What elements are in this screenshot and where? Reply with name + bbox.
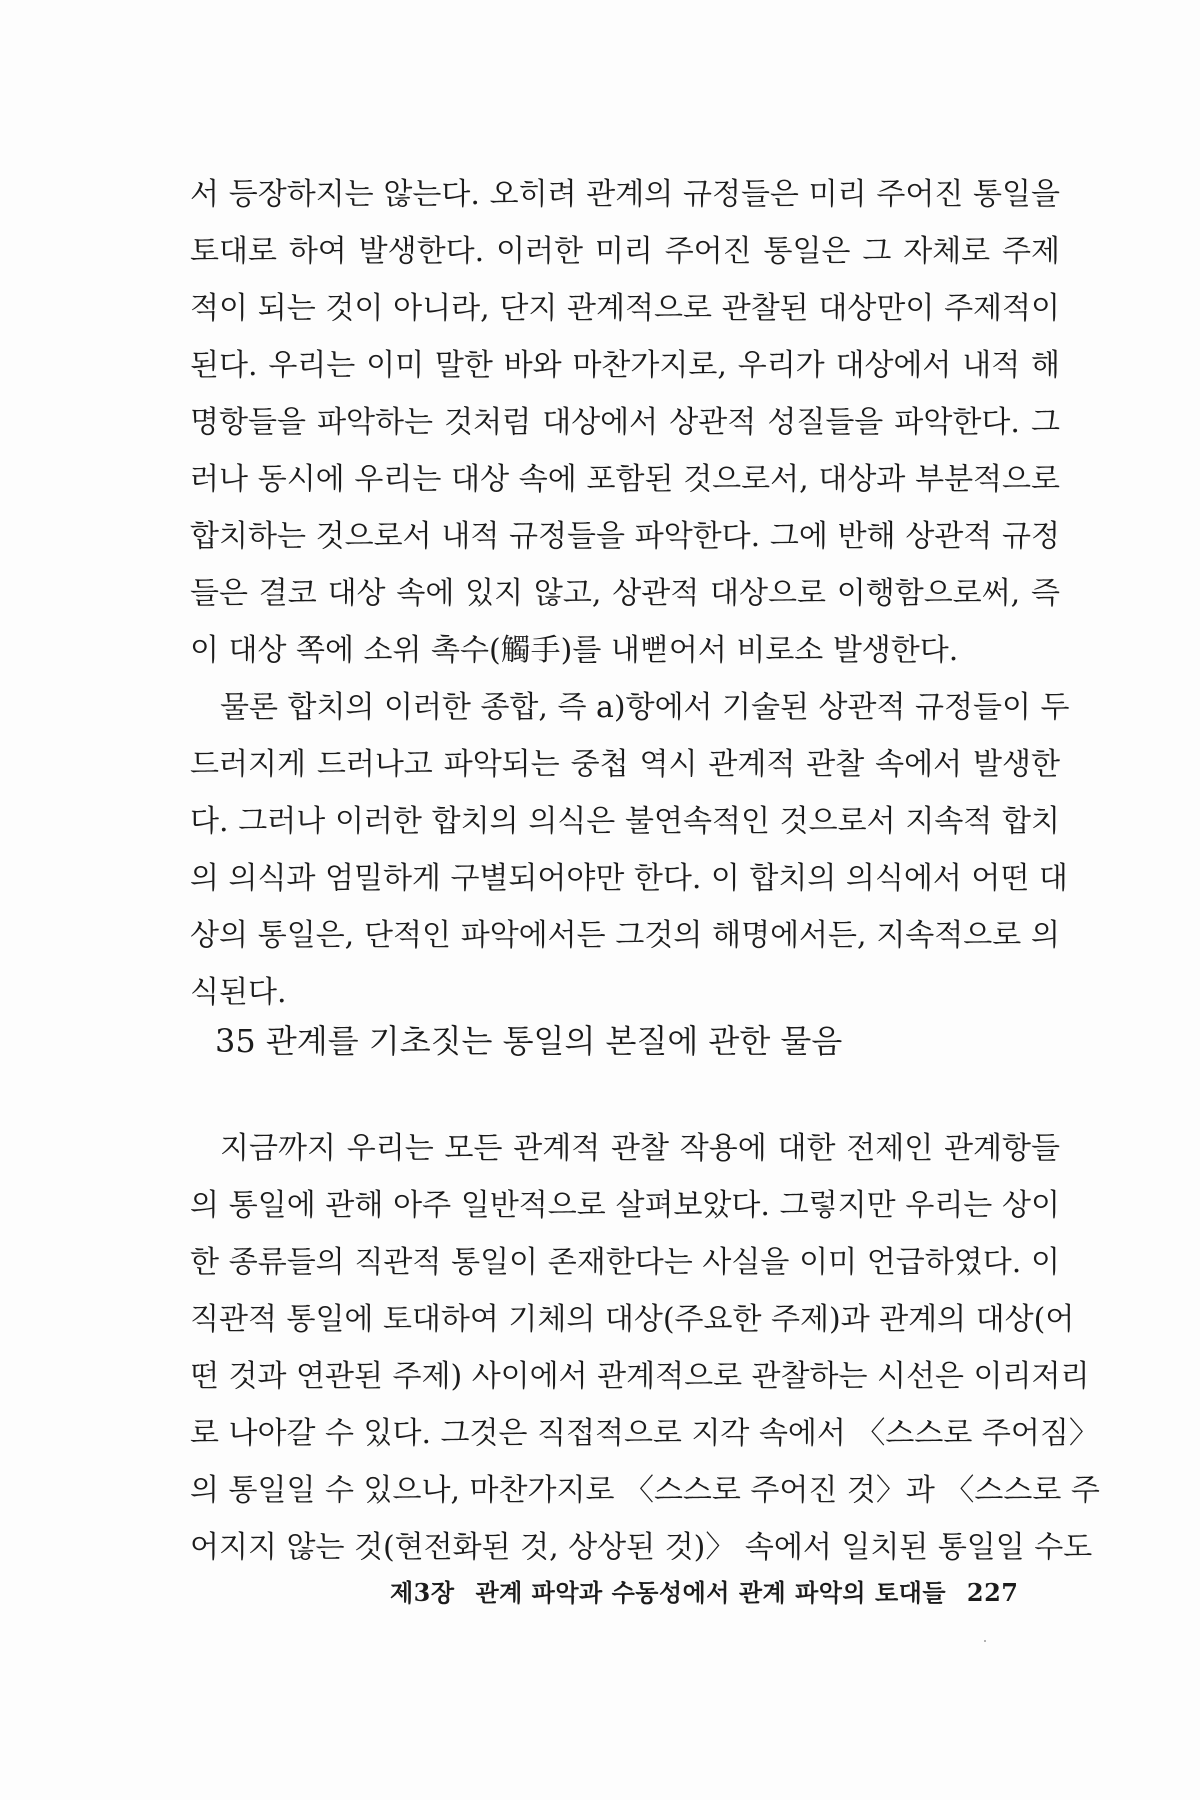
- paragraph-line: 한 종류들의 직관적 통일이 존재한다는 사실을 이미 언급하였다. 이: [190, 1245, 1060, 1280]
- paragraph-line: 명항들을 파악하는 것처럼 대상에서 상관적 성질들을 파악한다. 그: [190, 405, 1060, 440]
- paragraph-line: 의 통일에 관해 아주 일반적으로 살펴보았다. 그렇지만 우리는 상이: [190, 1188, 1060, 1223]
- paragraph-line: 러나 동시에 우리는 대상 속에 포함된 것으로서, 대상과 부분적으로: [190, 462, 1060, 497]
- footer-chapter: 제3장: [390, 1578, 455, 1607]
- section-heading: 35 관계를 기초짓는 통일의 본질에 관한 물음: [215, 1022, 843, 1060]
- paragraph-line: 의 통일일 수 있으나, 마찬가지로 〈스스로 주어진 것〉과 〈스스로 주: [190, 1473, 1100, 1508]
- paragraph-line: 이 대상 쪽에 소위 촉수(觸手)를 내뻗어서 비로소 발생한다.: [190, 633, 959, 668]
- paragraph-line: 적이 되는 것이 아니라, 단지 관계적으로 관찰된 대상만이 주제적이: [190, 291, 1060, 326]
- paragraph-line: 직관적 통일에 토대하여 기체의 대상(주요한 주제)과 관계의 대상(어: [190, 1302, 1075, 1337]
- paragraph-line: 합치하는 것으로서 내적 규정들을 파악한다. 그에 반해 상관적 규정: [190, 519, 1060, 554]
- paragraph-line: 물론 합치의 이러한 종합, 즉 a)항에서 기술된 상관적 규정들이 두: [220, 690, 1070, 725]
- paragraph-line: 의 의식과 엄밀하게 구별되어야만 한다. 이 합치의 의식에서 어떤 대: [190, 861, 1068, 896]
- paragraph-line: 로 나아갈 수 있다. 그것은 직접적으로 지각 속에서 〈스스로 주어짐〉: [190, 1416, 1099, 1451]
- page-number: 227: [966, 1578, 1019, 1607]
- paragraph-line: 어지지 않는 것(현전화된 것, 상상된 것)〉 속에서 일치된 통일일 수도: [190, 1530, 1093, 1565]
- paragraph-line: 떤 것과 연관된 주제) 사이에서 관계적으로 관찰하는 시선은 이리저리: [190, 1359, 1090, 1394]
- paragraph-line: 드러지게 드러나고 파악되는 중첩 역시 관계적 관찰 속에서 발생한: [190, 747, 1060, 782]
- paragraph-group-1: [190, 166, 1070, 1021]
- running-footer: [390, 1578, 1019, 1608]
- paragraph-line: 서 등장하지는 않는다. 오히려 관계의 규정들은 미리 주어진 통일을: [190, 177, 1060, 212]
- paragraph-line: 토대로 하여 발생한다. 이러한 미리 주어진 통일은 그 자체로 주제: [190, 234, 1060, 269]
- paragraph-line: 다. 그러나 이러한 합치의 의식은 불연속적인 것으로서 지속적 합치: [190, 804, 1060, 839]
- paragraph-group-2: [190, 1120, 1100, 1576]
- paragraph-line: 상의 통일은, 단적인 파악에서든 그것의 해명에서든, 지속적으로 의: [190, 918, 1060, 953]
- scan-speck: [984, 1640, 986, 1642]
- paragraph-line: 된다. 우리는 이미 말한 바와 마찬가지로, 우리가 대상에서 내적 해: [190, 348, 1060, 383]
- footer-chapter-title: 관계 파악과 수동성에서 관계 파악의 토대들: [475, 1578, 947, 1607]
- paragraph-line: 들은 결코 대상 속에 있지 않고, 상관적 대상으로 이행함으로써, 즉: [190, 576, 1060, 611]
- paragraph-line: 식된다.: [190, 975, 287, 1010]
- paragraph-line: 지금까지 우리는 모든 관계적 관찰 작용에 대한 전제인 관계항들: [220, 1131, 1060, 1166]
